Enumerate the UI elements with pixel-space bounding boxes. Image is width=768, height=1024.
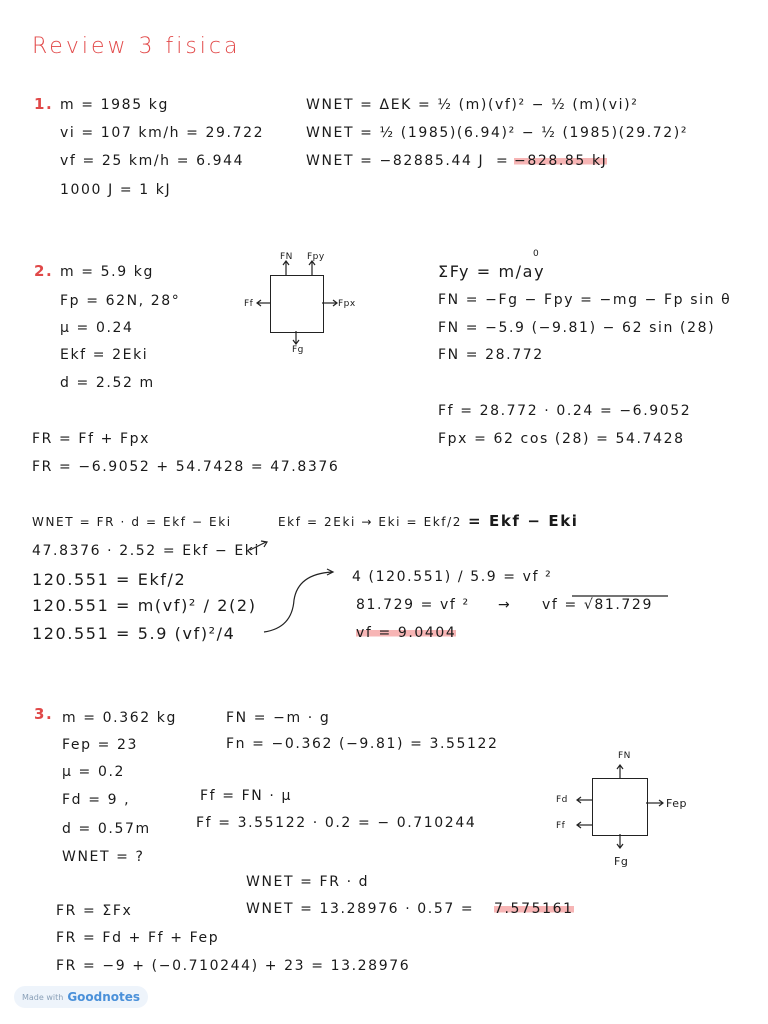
- p3-fr1: FR = ΣFx: [56, 903, 133, 919]
- p2-r6: Fpx = 62 cos (28) = 54.7428: [438, 431, 685, 447]
- p1-conversion: 1000 J = 1 kJ: [60, 182, 172, 198]
- p2-s2-arrow: →: [498, 597, 512, 613]
- p1-mass: m = 1985 kg: [60, 97, 169, 113]
- p2-ekf: Ekf = 2Eki: [60, 347, 149, 363]
- p3-answer: 7.575161: [494, 901, 574, 917]
- p2-w2: 47.8376 · 2.52 = Ekf − Eki: [32, 543, 261, 559]
- p2-fpx-arrowhead: [333, 300, 337, 306]
- p2-ff-label: Ff: [244, 299, 254, 309]
- p3-wn1: WNET = FR · d: [246, 874, 370, 890]
- p3-ff2: Ff = 3.55122 · 0.2 = − 0.710244: [196, 815, 477, 831]
- p2-free-body-box: [270, 275, 324, 333]
- p3-fd-label: Fd: [556, 795, 568, 805]
- p2-r2: FN = −Fg − Fpy = −mg − Fp sin θ: [438, 292, 732, 308]
- p3-fn1: FN = −m · g: [226, 710, 331, 726]
- problem-2-number: 2.: [34, 262, 54, 280]
- p2-w1: WNET = FR · d = Ekf − Eki: [32, 515, 232, 529]
- p3-fn2: Fn = −0.362 (−9.81) = 3.55122: [226, 736, 499, 752]
- p3-ff-label: Ff: [556, 821, 566, 831]
- p3-ff1: Ff = FN · μ: [200, 788, 292, 804]
- p3-mu: μ = 0.2: [62, 764, 126, 780]
- p3-fn-label: FN: [618, 751, 631, 761]
- p3-fep: Fep = 23: [62, 737, 139, 753]
- badge-app-name: Goodnotes: [67, 990, 141, 1004]
- p1-eq3: WNET = −82885.44 J: [306, 153, 485, 169]
- p1-eq1: WNET = ΔEK = ½ (m)(vf)² − ½ (m)(vi)²: [306, 97, 639, 113]
- p2-mu: μ = 0.24: [60, 320, 134, 336]
- problem-1-number: 1.: [34, 95, 54, 113]
- p3-fg-arrowhead: [617, 844, 623, 848]
- p2-curve-arrowhead: [327, 569, 333, 575]
- p3-fr2: FR = Fd + Ff + Fep: [56, 930, 220, 946]
- p2-d: d = 2.52 m: [60, 375, 155, 391]
- p2-r3: FN = −5.9 (−9.81) − 62 sin (28): [438, 320, 716, 336]
- p2-w1c: = Ekf − Eki: [468, 512, 579, 530]
- p3-mass: m = 0.362 kg: [62, 710, 177, 726]
- p3-fr3: FR = −9 + (−0.710244) + 23 = 13.28976: [56, 958, 411, 974]
- p2-fr2: FR = −6.9052 + 54.7428 = 47.8376: [32, 459, 340, 475]
- p2-r1-zero: 0: [533, 249, 540, 259]
- p2-answer: vf = 9.0404: [356, 625, 457, 641]
- p3-fep-arrowhead: [659, 800, 663, 806]
- p2-w2-arrowhead: [261, 541, 267, 547]
- goodnotes-badge[interactable]: [14, 986, 148, 1008]
- page-title: Review 3 fisica: [32, 34, 241, 59]
- p3-fg-label: Fg: [614, 855, 629, 868]
- p1-eq3-equals: =: [496, 153, 510, 169]
- p3-fd-arrowhead: [577, 797, 581, 803]
- badge-made-with: Made with: [22, 992, 64, 1002]
- p3-fn-arrowhead: [617, 765, 623, 769]
- p2-fp: Fp = 62N, 28°: [60, 293, 181, 309]
- p2-ff-arrowhead: [257, 300, 261, 306]
- p3-wnet: WNET = ?: [62, 849, 145, 865]
- p2-fpx-label: Fpx: [338, 299, 356, 309]
- p3-wn2: WNET = 13.28976 · 0.57 =: [246, 901, 475, 917]
- p2-fn-label: FN: [280, 252, 293, 262]
- p3-free-body-box: [592, 778, 648, 836]
- p2-w5: 120.551 = 5.9 (vf)²/4: [32, 624, 236, 643]
- p2-fr1: FR = Ff + Fpx: [32, 431, 151, 447]
- p2-fg-label: Fg: [292, 345, 304, 355]
- problem-3-number: 3.: [34, 705, 54, 723]
- p2-w3: 120.551 = Ekf/2: [32, 570, 187, 589]
- p2-s2c: vf = √81.729: [542, 597, 653, 613]
- p2-mass: m = 5.9 kg: [60, 264, 154, 280]
- p1-vf: vf = 25 km/h = 6.944: [60, 153, 245, 169]
- p2-w1b: Ekf = 2Eki → Eki = Ekf/2: [278, 515, 463, 529]
- p1-vi: vi = 107 km/h = 29.722: [60, 125, 265, 141]
- p1-eq2: WNET = ½ (1985)(6.94)² − ½ (1985)(29.72)²: [306, 125, 689, 141]
- p2-fg-arrowhead: [293, 340, 299, 344]
- p2-curve-arrow: [264, 572, 332, 632]
- p2-s2: 81.729 = vf ²: [356, 597, 470, 613]
- p2-fpy-label: Fpy: [307, 252, 325, 262]
- p3-fep-label: Fep: [666, 797, 687, 810]
- p3-d: d = 0.57m: [62, 821, 151, 837]
- p2-r1: ΣFy = m/ay: [438, 262, 546, 281]
- p2-r5: Ff = 28.772 · 0.24 = −6.9052: [438, 403, 692, 419]
- p3-fd: Fd = 9 ,: [62, 792, 131, 808]
- p3-ff-arrowhead: [577, 822, 581, 828]
- p1-answer: −828.85 kJ: [514, 153, 608, 169]
- p2-s1: 4 (120.551) / 5.9 = vf ²: [352, 569, 553, 585]
- p2-r4: FN = 28.772: [438, 347, 544, 363]
- p2-w4: 120.551 = m(vf)² / 2(2): [32, 596, 257, 615]
